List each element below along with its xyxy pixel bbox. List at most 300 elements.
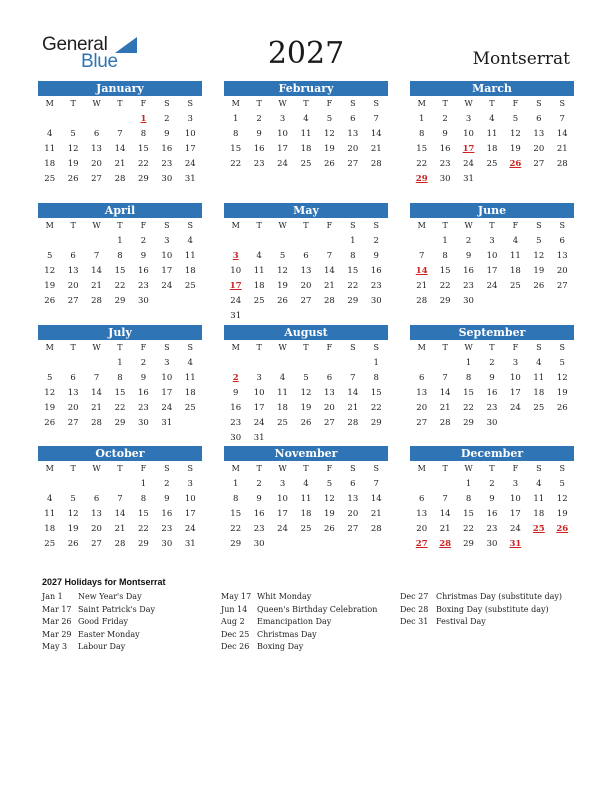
day-cell: 5 (70, 129, 76, 139)
day-cell: 30 (486, 539, 498, 549)
weekday-label: T (442, 221, 448, 230)
day-cell: 9 (465, 251, 472, 261)
day-cell: 27 (91, 539, 102, 549)
day-cell: 21 (370, 144, 382, 154)
day-cell: 21 (556, 144, 568, 154)
day-cell: 3 (187, 479, 193, 489)
day-cell: 17 (277, 144, 288, 154)
day-cell: 3 (164, 236, 170, 246)
week-row (38, 279, 202, 294)
day-cell: 21 (323, 281, 335, 291)
day-cell: 26 (277, 296, 288, 306)
holiday-date: 29 (415, 174, 428, 184)
week-row (410, 477, 574, 492)
day-cell (480, 294, 503, 309)
day-cell: 15 (463, 388, 474, 398)
weekday-label: T (256, 221, 262, 230)
weekday-label: M (417, 221, 426, 230)
weekday-header-row (38, 461, 202, 477)
day-cell: 5 (559, 479, 565, 489)
week-row (38, 477, 202, 492)
day-cell (527, 416, 550, 431)
week-row (410, 142, 574, 157)
day-cell: 19 (67, 159, 79, 169)
day-cell: 23 (253, 524, 265, 534)
day-cell: 26 (533, 281, 545, 291)
weekday-label: T (303, 99, 309, 108)
holiday-item-name: Queen's Birthday Celebration (257, 604, 378, 614)
week-row (38, 386, 202, 401)
weekday-label: T (256, 464, 262, 473)
day-cell: 9 (140, 373, 147, 383)
day-cell: 4 (536, 479, 542, 489)
week-row (224, 477, 388, 492)
month-header: November (224, 446, 388, 461)
weekday-label: M (45, 221, 54, 230)
week-row (224, 507, 388, 522)
day-cell: 21 (114, 524, 126, 534)
day-cell: 10 (463, 129, 474, 139)
day-cell: 16 (137, 388, 149, 398)
day-cell: 23 (137, 281, 149, 291)
week-row (224, 537, 388, 552)
day-cell: 16 (253, 509, 265, 519)
day-cell: 16 (486, 388, 498, 398)
day-cell: 6 (419, 494, 425, 504)
weekday-label: W (464, 343, 473, 352)
week-row (410, 537, 574, 552)
day-cell: 24 (184, 524, 196, 534)
weekday-label: S (559, 99, 565, 108)
day-cell: 11 (184, 373, 196, 383)
week-row (38, 294, 202, 309)
day-cell: 7 (117, 494, 123, 504)
day-cell: 5 (47, 373, 53, 383)
day-cell: 31 (253, 433, 265, 443)
day-cell (38, 112, 61, 127)
week-row (38, 234, 202, 249)
weekday-label: F (512, 464, 519, 473)
day-cell: 20 (91, 524, 102, 534)
weekday-label: F (512, 221, 519, 230)
day-cell: 8 (117, 373, 123, 383)
day-cell: 4 (187, 358, 193, 368)
day-cell: 4 (489, 114, 495, 124)
day-cell: 21 (439, 403, 451, 413)
holiday-date: 17 (229, 281, 242, 291)
day-cell: 15 (114, 388, 126, 398)
day-cell: 5 (279, 251, 286, 261)
holiday-item (42, 604, 155, 617)
day-cell: 28 (114, 539, 126, 549)
holiday-item-date: Jun 14 (221, 604, 248, 614)
weekday-label: T (303, 343, 309, 352)
day-cell (61, 234, 84, 249)
holiday-column (400, 591, 562, 629)
year-title: 2027 (267, 36, 345, 71)
day-cell (271, 309, 294, 324)
month-february (224, 81, 388, 172)
holiday-item-date: Dec 25 (221, 629, 250, 639)
day-cell: 14 (91, 266, 102, 276)
day-cell: 7 (373, 114, 379, 124)
day-cell (551, 537, 574, 552)
day-cell: 25 (300, 159, 312, 169)
day-cell: 18 (44, 159, 56, 169)
day-cell: 12 (323, 494, 335, 504)
weekday-label: F (140, 221, 147, 230)
day-cell: 8 (140, 129, 147, 139)
month-august (224, 325, 388, 446)
day-cell: 6 (93, 494, 100, 504)
day-cell: 14 (91, 388, 102, 398)
day-cell: 7 (93, 373, 100, 383)
day-cell: 16 (161, 509, 173, 519)
holiday-item (42, 591, 155, 604)
brand-word-blue: Blue (81, 51, 118, 72)
day-cell (271, 431, 294, 446)
day-cell: 9 (164, 494, 170, 504)
day-cell: 27 (300, 296, 312, 306)
weekday-label: S (187, 343, 193, 352)
holiday-date: 14 (415, 266, 428, 276)
weekday-label: M (45, 343, 54, 352)
day-cell: 31 (184, 174, 196, 184)
day-cell: 18 (184, 266, 196, 276)
day-cell: 4 (303, 114, 309, 124)
day-cell: 19 (277, 281, 288, 291)
weekday-label: S (373, 343, 379, 352)
day-cell: 6 (419, 373, 425, 383)
day-cell: 2 (489, 358, 495, 368)
weekday-label: T (442, 464, 448, 473)
holiday-date: 17 (462, 144, 475, 154)
week-row (38, 127, 202, 142)
weekday-header-row (224, 96, 388, 112)
day-cell: 27 (323, 418, 335, 428)
day-cell: 7 (93, 251, 100, 261)
day-cell: 6 (350, 114, 356, 124)
holiday-item-date: Jan 1 (42, 592, 63, 601)
holiday-item-date: Dec 31 (400, 617, 429, 626)
day-cell: 24 (230, 296, 242, 306)
weekday-label: T (303, 221, 309, 230)
day-cell: 19 (44, 281, 56, 291)
week-row (224, 309, 388, 324)
day-cell: 22 (463, 403, 474, 413)
weekday-label: W (278, 99, 287, 108)
day-cell: 20 (416, 403, 428, 413)
day-cell: 9 (233, 388, 239, 398)
day-cell: 10 (509, 373, 521, 383)
holiday-item-name: Christmas Day (257, 629, 317, 639)
week-row (410, 234, 574, 249)
day-cell: 26 (44, 418, 56, 428)
holiday-item-date: Aug 2 (221, 617, 245, 626)
weekday-label: S (536, 221, 542, 230)
holiday-item (221, 604, 377, 617)
day-cell (365, 309, 388, 324)
holiday-item-date: Dec 26 (221, 642, 250, 651)
day-cell: 24 (277, 159, 288, 169)
day-cell: 24 (184, 159, 196, 169)
day-cell: 15 (439, 266, 451, 276)
weekday-label: S (350, 343, 356, 352)
day-cell: 11 (509, 251, 521, 261)
day-cell: 22 (230, 524, 242, 534)
day-cell (294, 234, 317, 249)
holiday-item (221, 616, 377, 629)
day-cell: 25 (184, 403, 196, 413)
day-cell: 19 (300, 403, 312, 413)
day-cell: 9 (489, 373, 495, 383)
day-cell: 4 (279, 373, 286, 383)
month-header: August (224, 325, 388, 340)
day-cell: 20 (556, 266, 568, 276)
weekday-label: T (489, 99, 495, 108)
day-cell: 9 (489, 494, 495, 504)
day-cell: 25 (509, 281, 521, 291)
day-cell: 9 (256, 494, 262, 504)
day-cell: 30 (161, 174, 173, 184)
day-cell: 21 (370, 509, 382, 519)
day-cell: 13 (323, 388, 335, 398)
day-cell (504, 294, 527, 309)
week-row (410, 294, 574, 309)
day-cell: 5 (536, 236, 542, 246)
day-cell: 31 (463, 174, 474, 184)
day-cell: 23 (161, 159, 173, 169)
day-cell: 6 (303, 251, 309, 261)
day-cell: 19 (509, 144, 521, 154)
day-cell: 20 (533, 144, 545, 154)
day-cell: 3 (512, 358, 519, 368)
weekday-label: T (70, 343, 76, 352)
day-cell: 1 (140, 479, 147, 489)
holiday-item (42, 616, 155, 629)
holiday-item-name: Labour Day (78, 642, 126, 651)
holiday-date: 3 (232, 251, 239, 261)
weekday-label: T (70, 464, 76, 473)
day-cell: 13 (556, 251, 568, 261)
day-cell: 30 (137, 296, 149, 306)
day-cell: 25 (533, 403, 545, 413)
day-cell: 21 (347, 403, 359, 413)
brand-word-general: General (42, 34, 108, 55)
country-name: Montserrat (472, 49, 570, 69)
day-cell: 5 (70, 494, 76, 504)
day-cell: 12 (44, 266, 56, 276)
day-cell: 24 (161, 403, 173, 413)
weekday-label: T (117, 343, 123, 352)
day-cell: 14 (439, 509, 451, 519)
holiday-column (221, 591, 377, 654)
day-cell: 22 (114, 403, 126, 413)
day-cell: 24 (161, 281, 173, 291)
day-cell: 22 (416, 159, 428, 169)
day-cell: 15 (463, 509, 474, 519)
day-cell: 31 (230, 311, 242, 321)
day-cell: 12 (533, 251, 545, 261)
month-header: April (38, 203, 202, 218)
holiday-date: 26 (556, 524, 569, 534)
holiday-item-date: Mar 29 (42, 629, 72, 639)
holiday-item (400, 591, 562, 604)
weekday-label: S (559, 343, 565, 352)
day-cell (61, 356, 84, 371)
day-cell: 16 (486, 509, 498, 519)
weekday-label: S (164, 464, 170, 473)
week-row (410, 401, 574, 416)
day-cell: 18 (44, 524, 56, 534)
day-cell: 7 (442, 494, 448, 504)
weekday-label: S (373, 464, 379, 473)
day-cell: 9 (140, 251, 147, 261)
month-header: February (224, 81, 388, 96)
day-cell (318, 431, 341, 446)
week-row (38, 264, 202, 279)
day-cell: 19 (556, 388, 568, 398)
weekday-label: S (559, 221, 565, 230)
week-row (410, 492, 574, 507)
weekday-label: S (350, 99, 356, 108)
day-cell: 7 (117, 129, 123, 139)
day-cell: 8 (140, 494, 147, 504)
holiday-item (221, 591, 377, 604)
day-cell: 3 (187, 114, 193, 124)
weekday-label: M (417, 464, 426, 473)
day-cell: 18 (509, 266, 521, 276)
weekday-label: W (464, 464, 473, 473)
day-cell: 30 (486, 418, 498, 428)
day-cell (61, 477, 84, 492)
day-cell: 6 (326, 373, 333, 383)
day-cell: 11 (44, 144, 56, 154)
day-cell: 13 (91, 509, 102, 519)
month-header: July (38, 325, 202, 340)
day-cell (365, 537, 388, 552)
day-cell (85, 234, 108, 249)
day-cell: 14 (370, 129, 382, 139)
week-row (38, 416, 202, 431)
day-cell: 3 (512, 479, 519, 489)
day-cell: 10 (161, 373, 173, 383)
day-cell: 1 (465, 358, 472, 368)
holiday-item-name: Boxing Day (257, 642, 304, 651)
holiday-item-name: Festival Day (436, 617, 486, 626)
day-cell: 12 (67, 509, 79, 519)
day-cell: 13 (300, 266, 312, 276)
day-cell: 28 (114, 174, 126, 184)
day-cell: 21 (91, 403, 102, 413)
day-cell (365, 431, 388, 446)
day-cell: 12 (277, 266, 288, 276)
weekday-label: T (489, 221, 495, 230)
day-cell: 18 (533, 509, 545, 519)
weekday-label: S (350, 464, 356, 473)
month-header: October (38, 446, 202, 461)
day-cell: 1 (465, 479, 472, 489)
holiday-item (42, 641, 155, 654)
day-cell: 30 (463, 296, 474, 306)
day-cell (247, 234, 270, 249)
day-cell: 30 (253, 539, 265, 549)
day-cell: 25 (44, 539, 56, 549)
day-cell: 26 (556, 403, 568, 413)
day-cell: 23 (370, 281, 382, 291)
weekday-label: W (92, 464, 101, 473)
week-row (38, 522, 202, 537)
weekday-label: M (231, 221, 240, 230)
day-cell: 7 (373, 479, 379, 489)
day-cell (504, 172, 527, 187)
week-row (224, 157, 388, 172)
day-cell (410, 477, 433, 492)
day-cell: 10 (277, 494, 288, 504)
day-cell (247, 356, 270, 371)
day-cell (294, 537, 317, 552)
day-cell: 14 (323, 266, 335, 276)
day-cell: 18 (300, 509, 312, 519)
day-cell: 28 (556, 159, 568, 169)
week-row (224, 249, 388, 264)
holiday-date: 25 (532, 524, 545, 534)
day-cell: 12 (556, 494, 568, 504)
day-cell: 27 (91, 174, 102, 184)
day-cell (294, 309, 317, 324)
weekday-label: T (256, 343, 262, 352)
week-row (224, 127, 388, 142)
holiday-item-name: Emancipation Day (257, 617, 332, 626)
day-cell: 12 (44, 388, 56, 398)
day-cell: 6 (70, 251, 76, 261)
week-row (224, 142, 388, 157)
day-cell (551, 294, 574, 309)
day-cell: 11 (300, 494, 312, 504)
day-cell: 23 (161, 524, 173, 534)
day-cell: 2 (442, 114, 448, 124)
weekday-label: S (373, 221, 379, 230)
day-cell: 18 (486, 144, 498, 154)
holiday-item-date: Mar 17 (42, 604, 72, 614)
day-cell (410, 356, 433, 371)
week-row (38, 142, 202, 157)
day-cell: 27 (67, 296, 79, 306)
day-cell: 4 (303, 479, 309, 489)
day-cell: 5 (326, 479, 333, 489)
day-cell: 2 (256, 479, 262, 489)
month-april (38, 203, 202, 309)
weekday-label: M (45, 99, 54, 108)
day-cell: 13 (347, 129, 359, 139)
day-cell: 13 (533, 129, 545, 139)
day-cell: 15 (370, 388, 382, 398)
weekday-label: M (417, 99, 426, 108)
weekday-label: M (231, 464, 240, 473)
day-cell: 13 (416, 388, 428, 398)
week-row (410, 416, 574, 431)
day-cell: 15 (347, 266, 359, 276)
day-cell: 6 (70, 373, 76, 383)
day-cell: 9 (256, 129, 262, 139)
day-cell: 12 (67, 144, 79, 154)
day-cell: 23 (439, 159, 451, 169)
day-cell: 23 (463, 281, 474, 291)
day-cell: 8 (350, 251, 356, 261)
day-cell: 18 (184, 388, 196, 398)
week-row (224, 386, 388, 401)
day-cell: 2 (140, 358, 147, 368)
